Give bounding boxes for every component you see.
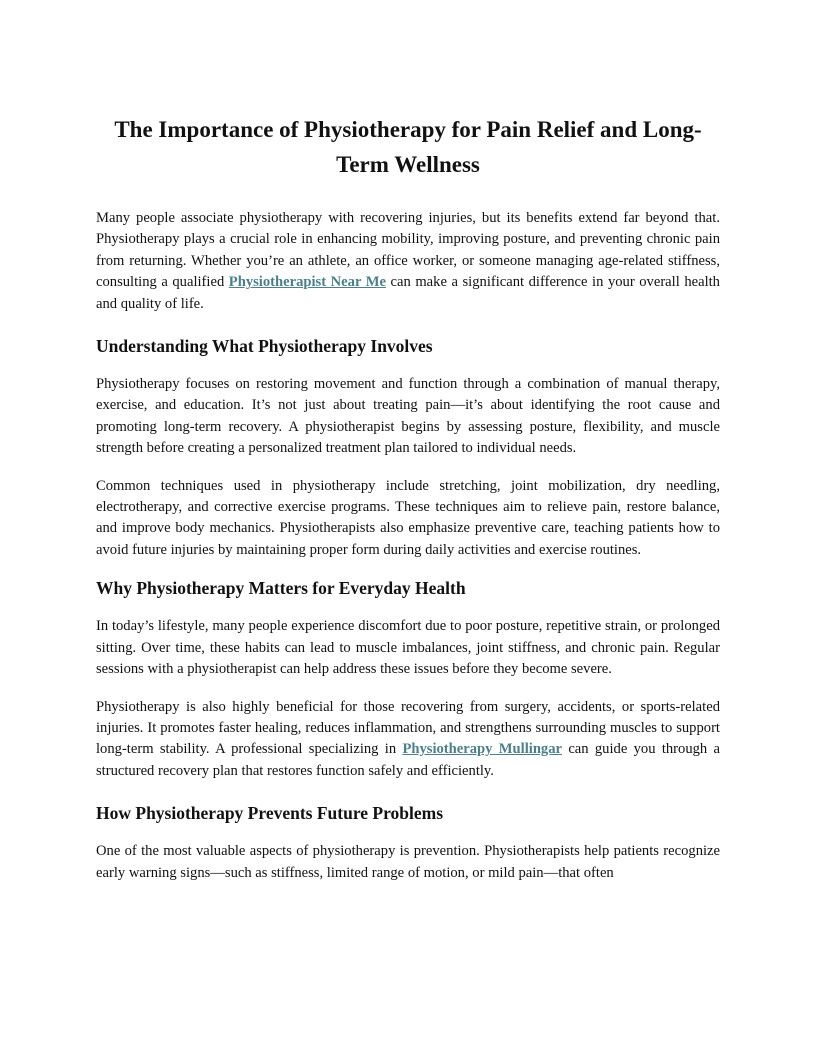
section-heading-prevents: How Physiotherapy Prevents Future Problems bbox=[96, 803, 444, 824]
section2-paragraph-1: In today’s lifestyle, many people experience discomfort due to poor posture, repetitive strain, or prolonged sitting. Over time, these habits can lead to muscle imbalances, joint stiffness, and chronic pain. Regular sessions with a physiotherapist can help address these issues before they become severe. bbox=[96, 618, 720, 678]
physiotherapist-near-me-link[interactable]: Physiotherapist Near Me bbox=[228, 274, 386, 291]
section2-paragraph-2 bbox=[96, 697, 720, 783]
intro-paragraph bbox=[96, 208, 720, 315]
intro-text-before: Many people associate physiotherapy with recovering injuries, but its benefits extend far beyond that. Physiotherapy plays a crucial role in enhancing mobility, improving posture, and preventing chronic pain from returning. Whether you’re an athlete, an office worker, or someone managing age-related stiffness, consulting a qualified bbox=[96, 210, 720, 291]
section2-text-before: Physiotherapy is also highly beneficial for those recovering from surgery, accidents, or sports-related injuries. It promotes faster healing, reduces inflammation, and strengthens surrounding muscles to support long-term stability. A professional specializing in bbox=[96, 698, 720, 758]
section-heading-understanding: Understanding What Physiotherapy Involves bbox=[96, 336, 433, 357]
physiotherapy-mullingar-link[interactable]: Physiotherapy Mullingar bbox=[402, 741, 563, 758]
document-title: The Importance of Physiotherapy for Pain Relief and Long-Term Wellness bbox=[114, 117, 702, 177]
section1-paragraph-2: Common techniques used in physiotherapy include stretching, joint mobilization, dry needling, electrotherapy, and corrective exercise programs. These techniques aim to relieve pain, restore balance, and improve body mechanics. Physiotherapists also emphasize preventive care, teaching patients how to avoid future injuries by maintaining proper form during daily activities and exercise routines. bbox=[96, 477, 720, 558]
section2-text-after: can guide you through a structured recovery plan that restores function safely and efficiently. bbox=[96, 741, 721, 779]
intro-text-after: can make a significant difference in your overall health and quality of life. bbox=[96, 274, 720, 312]
section-heading-why: Why Physiotherapy Matters for Everyday Health bbox=[96, 578, 466, 599]
section1-paragraph-1: Physiotherapy focuses on restoring movement and function through a combination of manual therapy, exercise, and education. It’s not just about treating pain—it’s about identifying the root cause and promoting long-term recovery. A physiotherapist begins by assessing posture, flexibility, and muscle strength before creating a personalized treatment plan tailored to individual needs. bbox=[96, 376, 720, 457]
section3-paragraph-1: One of the most valuable aspects of physiotherapy is prevention. Physiotherapists help patients recognize early warning signs—such as stiffness, limited range of motion, or mild pain—that often bbox=[96, 843, 720, 881]
